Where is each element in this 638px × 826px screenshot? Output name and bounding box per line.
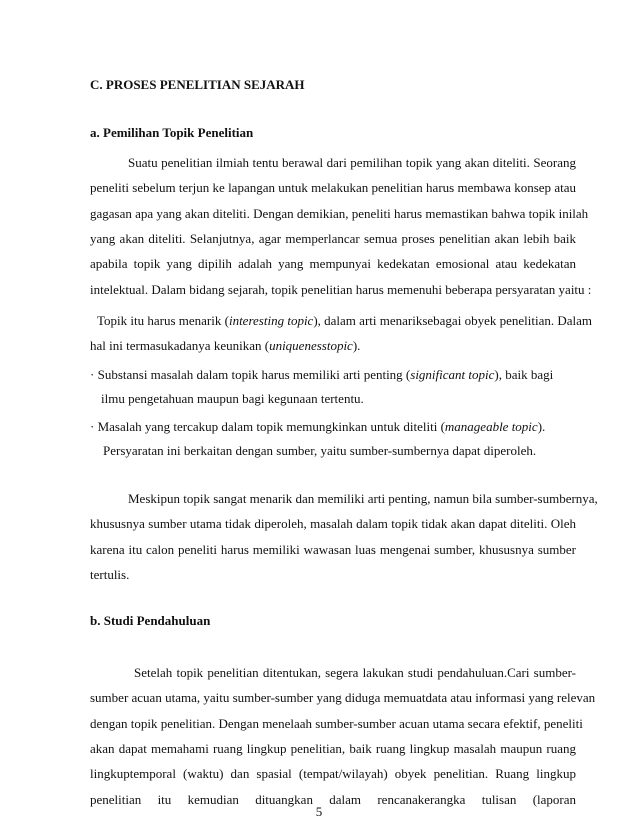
- requirement-2-line2: ilmu pengetahuan maupun bagi kegunaan tertentu.: [101, 391, 364, 406]
- section-a-p1-line3: gagasan apa yang akan diteliti. Dengan demikian, peneliti harus memastikan bahwa topik inilah: [90, 206, 589, 221]
- req3-italic-term: manageable topic: [444, 419, 538, 434]
- chapter-heading: C. PROSES PENELITIAN SEJARAH: [90, 77, 305, 92]
- req1-italic-term: interesting topic: [228, 313, 314, 328]
- bullet-icon: ·: [90, 367, 95, 382]
- section-b-p1-line6: penelitian itu kemudian dituangkan dalam rencanakerangka tulisan (laporan: [90, 792, 576, 807]
- req1-text-middle: ), dalam arti menariksebagai obyek penelitian. Dalam: [313, 313, 592, 328]
- requirement-3-line2: Persyaratan ini berkaitan dengan sumber, yaitu sumber-sumbernya dapat diperoleh.: [103, 443, 537, 458]
- section-a-p1-line5: apabila topik yang dipilih adalah yang mempunyai kedekatan emosional atau kedekatan: [90, 256, 576, 271]
- req2-text-before: Substansi masalah dalam topik harus memiliki arti penting (: [94, 367, 411, 382]
- section-a-p2-line3: karena itu calon peneliti harus memiliki wawasan luas mengenai sumber, khususnya sumber: [90, 542, 576, 557]
- page-number: 5: [315, 804, 323, 819]
- section-a-p2-line2: khususnya sumber utama tidak diperoleh, masalah dalam topik tidak akan dapat diteliti. Oleh: [90, 516, 576, 531]
- section-a-p1-line1: Suatu penelitian ilmiah tentu berawal dari pemilihan topik yang akan diteliti. Seorang: [128, 155, 576, 170]
- requirement-1-line1: [97, 313, 592, 329]
- section-a-p1-line4: yang akan diteliti. Selanjutnya, agar memperlancar semua proses penelitian akan lebih baik: [90, 231, 576, 246]
- bullet-icon: ·: [90, 419, 95, 434]
- section-b-p1-line4: akan dapat memahami ruang lingkup penelitian, baik ruang lingkup masalah maupun ruang: [90, 741, 576, 756]
- section-b-p1-line2: sumber acuan utama, yaitu sumber-sumber yang diduga memuatdata atau informasi yang relevan: [90, 690, 596, 705]
- req3-text-before: Masalah yang tercakup dalam topik memungkinkan untuk diteliti (: [94, 419, 445, 434]
- requirement-3-line1: [90, 419, 576, 435]
- section-b-p1-line3: dengan topik penelitian. Dengan menelaah sumber-sumber acuan utama secara efektif, peneliti: [90, 716, 583, 731]
- req2-italic-term: significant topic: [410, 367, 495, 382]
- section-b-title: b. Studi Pendahuluan: [90, 613, 211, 628]
- requirement-1-line2: [90, 338, 576, 354]
- req2-text-after: ), baik bagi: [494, 367, 554, 382]
- req1-line2-after: ).: [352, 338, 361, 353]
- req3-text-after: ).: [537, 419, 546, 434]
- section-a-p1-line6: intelektual. Dalam bidang sejarah, topik penelitian harus memenuhi beberapa persyaratan yaitu :: [90, 282, 592, 297]
- section-a-p2-line4: tertulis.: [90, 567, 130, 582]
- section-a-p2-line1: Meskipun topik sangat menarik dan memiliki arti penting, namun bila sumber-sumbernya,: [128, 491, 598, 506]
- section-a-title: a. Pemilihan Topik Penelitian: [90, 125, 254, 140]
- requirement-2-line1: [90, 367, 576, 383]
- section-b-p1-line1: Setelah topik penelitian ditentukan, segera lakukan studi pendahuluan.Cari sumber-: [134, 665, 576, 680]
- section-b-p1-line5: lingkuptemporal (waktu) dan spasial (tempat/wilayah) obyek penelitian. Ruang lingkup: [90, 766, 576, 781]
- section-a-p1-line2: peneliti sebelum terjun ke lapangan untuk melakukan penelitian harus membawa konsep atau: [90, 180, 576, 195]
- req1-italic-term-2: uniquenesstopic: [269, 338, 353, 353]
- req1-text-before: Topik itu harus menarik (: [97, 313, 229, 328]
- req1-line2-before: hal ini termasukadanya keunikan (: [90, 338, 270, 353]
